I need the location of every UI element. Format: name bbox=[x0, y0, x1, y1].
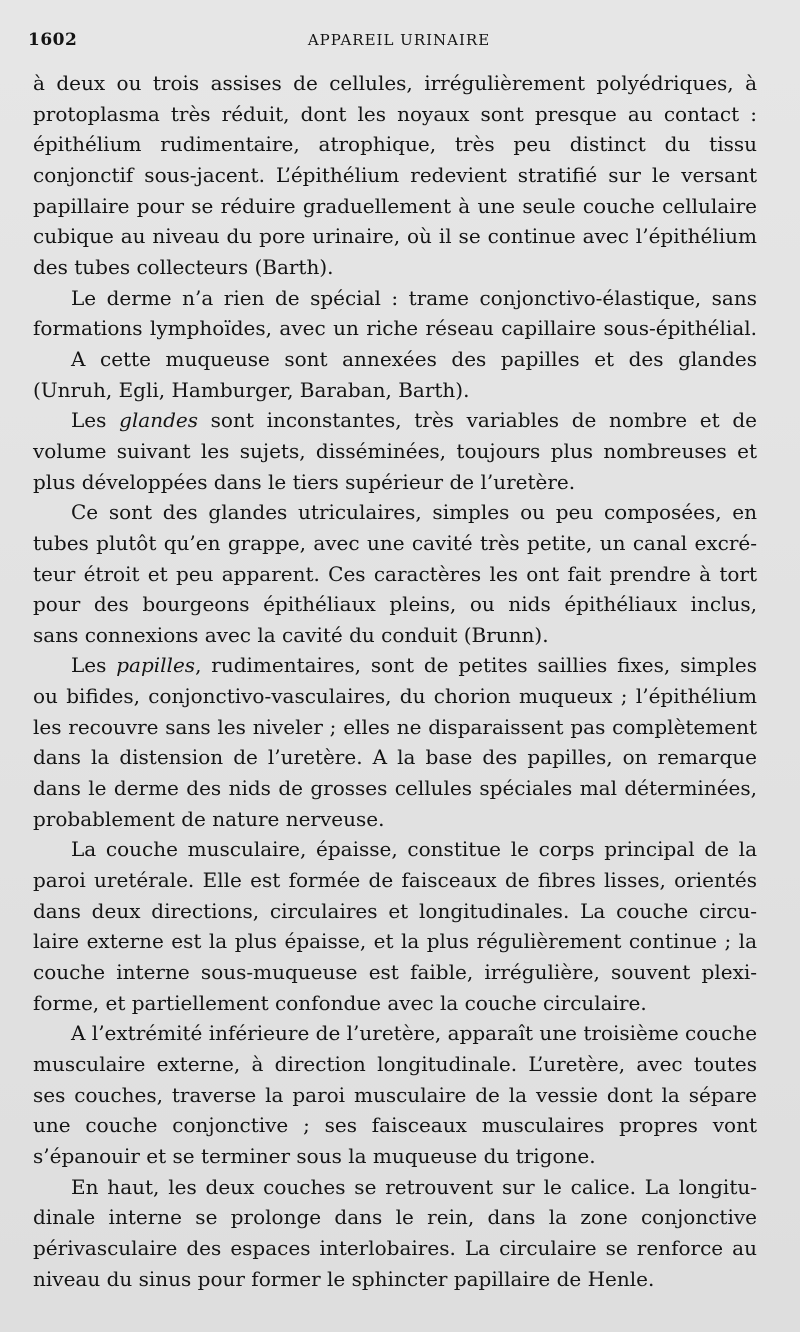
text-line: ses couches, traverse la paroi musculaire de la vessie dont la sépare bbox=[33, 1082, 757, 1107]
text-line bbox=[33, 405, 757, 436]
text-line: couche interne sous-muqueuse est faible, irrégulière, souvent plexi- bbox=[33, 960, 757, 985]
text-line: protoplasma très réduit, dont les noyaux sont presque au contact : bbox=[33, 101, 757, 126]
paragraph-4 bbox=[33, 405, 757, 497]
running-title: APPAREIL URINAIRE bbox=[307, 31, 491, 49]
text-line: Ce sont des glandes utriculaires, simples ou peu composées, en bbox=[71, 500, 757, 525]
text-line: une couche conjonctive ; ses faisceaux musculaires propres vont bbox=[33, 1113, 757, 1138]
paragraph-7 bbox=[33, 834, 757, 1018]
text-line: probablement de nature nerveuse. bbox=[33, 806, 385, 831]
text-line: papillaire pour se réduire graduellement à une seule couche cellulaire bbox=[33, 193, 757, 218]
text-line: des tubes collecteurs (Barth). bbox=[33, 254, 334, 279]
text-line: les recouvre sans les niveler ; elles ne disparaissent pas complètement bbox=[33, 714, 757, 739]
text-run: Les bbox=[71, 653, 117, 678]
text-run: sont inconstantes, très variables de nombre et de bbox=[197, 408, 757, 433]
text-line: épithélium rudimentaire, atrophique, très peu distinct du tissu bbox=[33, 132, 757, 157]
text-line: ou bifides, conjonctivo-vasculaires, du chorion muqueux ; l’épithélium bbox=[33, 684, 757, 709]
text-line: niveau du sinus pour former le sphincter papillaire de Henle. bbox=[33, 1266, 655, 1291]
text-line: tubes plutôt qu’en grappe, avec une cavité très petite, un canal excré- bbox=[33, 530, 757, 555]
text-line: forme, et partiellement confondue avec la couche circulaire. bbox=[33, 990, 647, 1015]
text-line: La couche musculaire, épaisse, constitue le corps principal de la bbox=[71, 837, 757, 862]
paragraph-9 bbox=[33, 1172, 757, 1295]
text-line: plus développées dans le tiers supérieur de l’uretère. bbox=[33, 469, 576, 494]
text-line: dans deux directions, circulaires et longitudinales. La couche circu- bbox=[33, 898, 757, 923]
paragraph-8 bbox=[33, 1018, 757, 1171]
text-line: laire externe est la plus épaisse, et la plus régulièrement continue ; la bbox=[33, 929, 757, 954]
text-line bbox=[33, 650, 757, 681]
text-line: pour des bourgeons épithéliaux pleins, ou nids épithéliaux inclus, bbox=[33, 592, 757, 617]
text-line: teur étroit et peu apparent. Ces caractères les ont fait prendre à tort bbox=[33, 561, 757, 586]
text-run: , rudimentaires, sont de petites saillies fixes, simples bbox=[195, 653, 757, 678]
text-line: périvasculaire des espaces interlobaires. La circulaire se renforce au bbox=[33, 1235, 757, 1260]
text-line: conjonctif sous-jacent. L’épithélium redevient stratifié sur le versant bbox=[33, 162, 757, 187]
text-line: s’épanouir et se terminer sous la muqueuse du trigone. bbox=[33, 1143, 596, 1168]
text-line: sans connexions avec la cavité du conduit (Brunn). bbox=[33, 622, 549, 647]
text-run: Les bbox=[71, 408, 120, 433]
text-line: dans le derme des nids de grosses cellules spéciales mal déterminées, bbox=[33, 776, 757, 801]
paragraph-5 bbox=[33, 497, 757, 650]
page-number: 1602 bbox=[28, 30, 78, 50]
italic-term: glandes bbox=[119, 408, 198, 433]
text-line: volume suivant les sujets, disséminées, toujours plus nombreuses et bbox=[33, 438, 757, 463]
text-line: A l’extrémité inférieure de l’uretère, apparaît une troisième couche bbox=[71, 1021, 758, 1046]
text-line: En haut, les deux couches se retrouvent sur le calice. La longitu- bbox=[71, 1174, 757, 1199]
paragraph-6 bbox=[33, 650, 757, 834]
text-line: musculaire externe, à direction longitudinale. L’uretère, avec toutes bbox=[33, 1052, 757, 1076]
text-line: dans la distension de l’uretère. A la base des papilles, on remarque bbox=[33, 745, 757, 770]
text-line: (Unruh, Egli, Hamburger, Baraban, Barth). bbox=[33, 377, 470, 402]
text-line: paroi uretérale. Elle est formée de faisceaux de fibres lisses, orientés bbox=[33, 868, 757, 893]
text-line: A cette muqueuse sont annexées des papilles et des glandes bbox=[71, 346, 757, 371]
page-header bbox=[28, 30, 770, 54]
body-text bbox=[33, 68, 757, 1294]
paragraph-1 bbox=[33, 68, 757, 283]
text-line: à deux ou trois assises de cellules, irrégulièrement polyédriques, à bbox=[33, 71, 757, 95]
paragraph-3 bbox=[33, 344, 757, 405]
text-line: dinale interne se prolonge dans le rein, dans la zone conjonctive bbox=[33, 1205, 757, 1230]
text-line: formations lymphoïdes, avec un riche réseau capillaire sous-épithélial. bbox=[33, 316, 757, 341]
text-line: Le derme n’a rien de spécial : trame conjonctivo-élastique, sans bbox=[71, 285, 757, 310]
paragraph-2 bbox=[33, 283, 757, 344]
text-line: cubique au niveau du pore urinaire, où il se continue avec l’épithélium bbox=[33, 224, 757, 249]
italic-term: papilles bbox=[116, 653, 196, 678]
